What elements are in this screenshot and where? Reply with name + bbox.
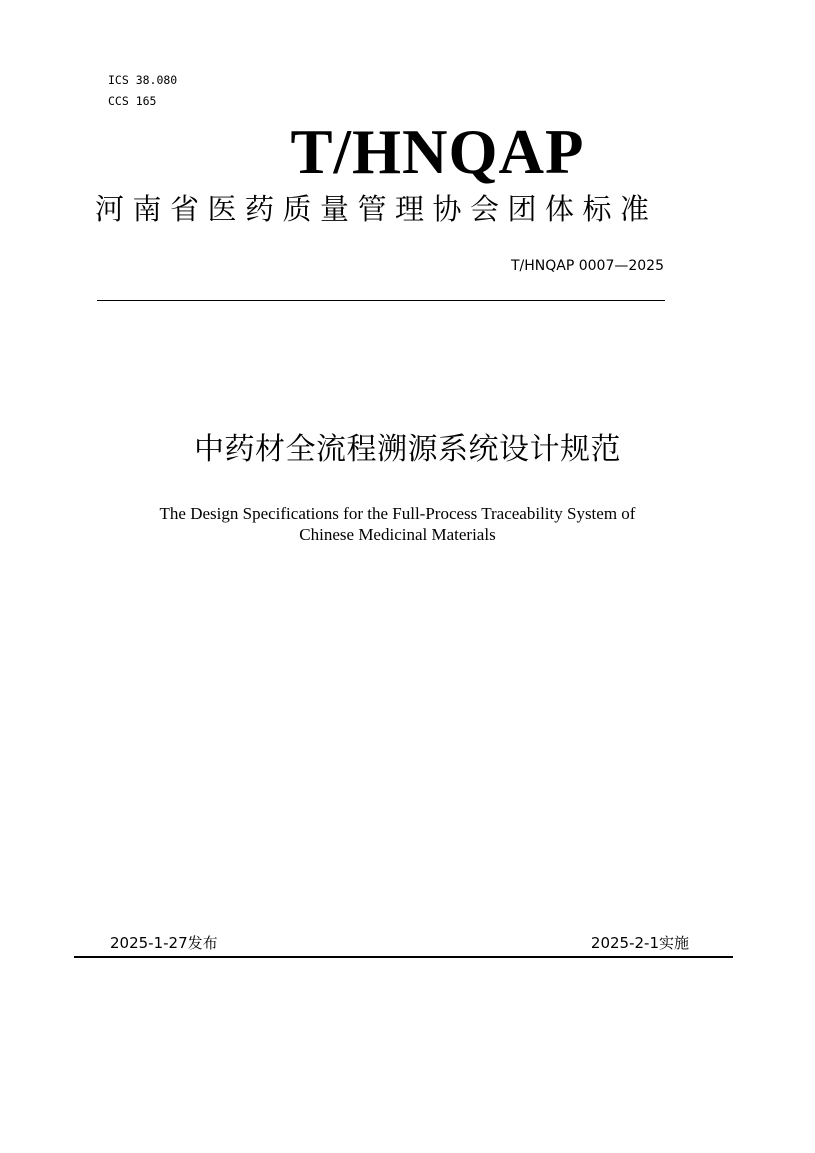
document-title-english — [0, 503, 795, 545]
standard-number: T/HNQAP 0007—2025 — [510, 258, 664, 274]
english-title-line-1: The Design Specifications for the Full-Process Traceability System of — [159, 504, 636, 523]
document-title-chinese: 中药材全流程溯源系统设计规范 — [194, 432, 621, 467]
ics-code: ICS 38.080 — [108, 73, 178, 87]
organization-name: 河南省医药质量管理协会团体标准 — [95, 192, 658, 226]
classification-codes — [108, 70, 177, 112]
english-title-line-2: Chinese Medicinal Materials — [299, 525, 496, 544]
footer-divider — [74, 956, 733, 958]
ccs-code: CCS 165 — [108, 94, 157, 108]
standard-brand-code: T/HNQAP — [290, 117, 585, 187]
effective-date: 2025-2-1实施 — [590, 934, 689, 952]
release-date: 2025-1-27发布 — [110, 934, 218, 952]
header-divider — [97, 300, 665, 301]
